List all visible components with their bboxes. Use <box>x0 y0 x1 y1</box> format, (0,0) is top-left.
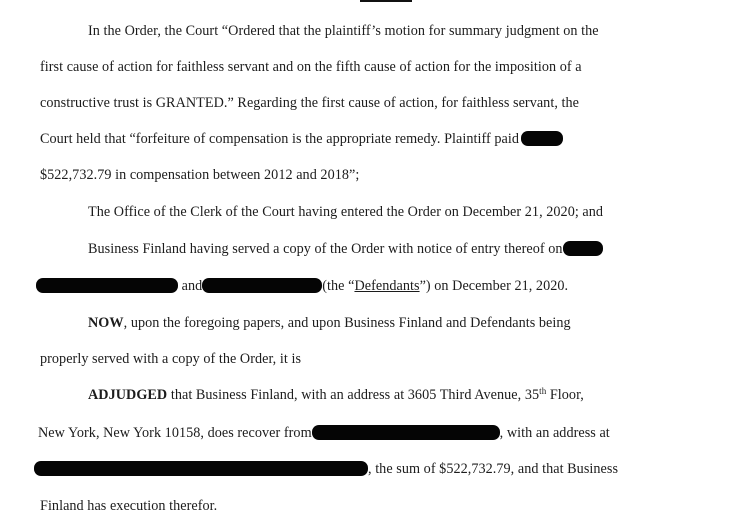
para5-superscript: th <box>539 386 547 396</box>
redaction-bar <box>202 278 322 293</box>
para3-line1-text: Business Finland having served a copy of the Order with notice of entry thereof on <box>88 241 563 257</box>
para3-date: ”) on December 21, 2020. <box>419 278 569 294</box>
para4-lead: NOW <box>88 315 124 331</box>
para1-line1: In the Order, the Court “Ordered that the plaintiff’s motion for summary judgment on the <box>88 23 599 39</box>
para3-and: and <box>181 278 203 294</box>
para5-line4: Finland has execution therefor. <box>40 498 218 514</box>
redaction-bar <box>360 0 412 2</box>
para1-line2: first cause of action for faithless servant and on the fifth cause of action for the imposition of a <box>40 59 582 75</box>
para4-line1 <box>88 314 571 332</box>
para3-the: (the “ <box>322 278 355 294</box>
para5-line3-text: , the sum of $522,732.79, and that Business <box>368 461 619 477</box>
para5-line1-text: that Business Finland, with an address at 3605 Third Avenue, 35 <box>167 387 540 403</box>
redaction-bar <box>36 278 178 293</box>
para5-line2 <box>38 424 610 442</box>
para4-line1-text: , upon the foregoing papers, and upon Business Finland and Defendants being <box>123 315 571 331</box>
para3-line2 <box>36 277 568 295</box>
para5-lead: ADJUDGED <box>88 387 168 403</box>
para3-line1 <box>88 240 603 258</box>
defined-term-defendants: Defendants <box>354 278 420 294</box>
para1-line4 <box>40 130 563 148</box>
redaction-bar <box>34 461 368 476</box>
para5-line1-end: Floor, <box>546 387 584 403</box>
redaction-bar <box>521 131 563 146</box>
para1-line3: constructive trust is GRANTED.” Regarding the first cause of action, for faithless servant, the <box>40 95 579 111</box>
para1-line4-text: Court held that “forfeiture of compensation is the appropriate remedy. Plaintiff paid <box>40 131 519 147</box>
para4-line2: properly served with a copy of the Order, it is <box>40 351 302 367</box>
para5-line2-a: New York, New York 10158, does recover from <box>38 425 312 441</box>
redaction-bar <box>563 241 603 256</box>
para1-line5: $522,732.79 in compensation between 2012 and 2018”; <box>40 167 360 183</box>
para5-line1 <box>88 386 584 404</box>
para5-line2-b: , with an address at <box>499 425 610 441</box>
para2-line1: The Office of the Clerk of the Court having entered the Order on December 21, 2020; and <box>88 204 604 220</box>
redaction-bar <box>312 425 500 440</box>
para5-line3 <box>34 460 618 478</box>
